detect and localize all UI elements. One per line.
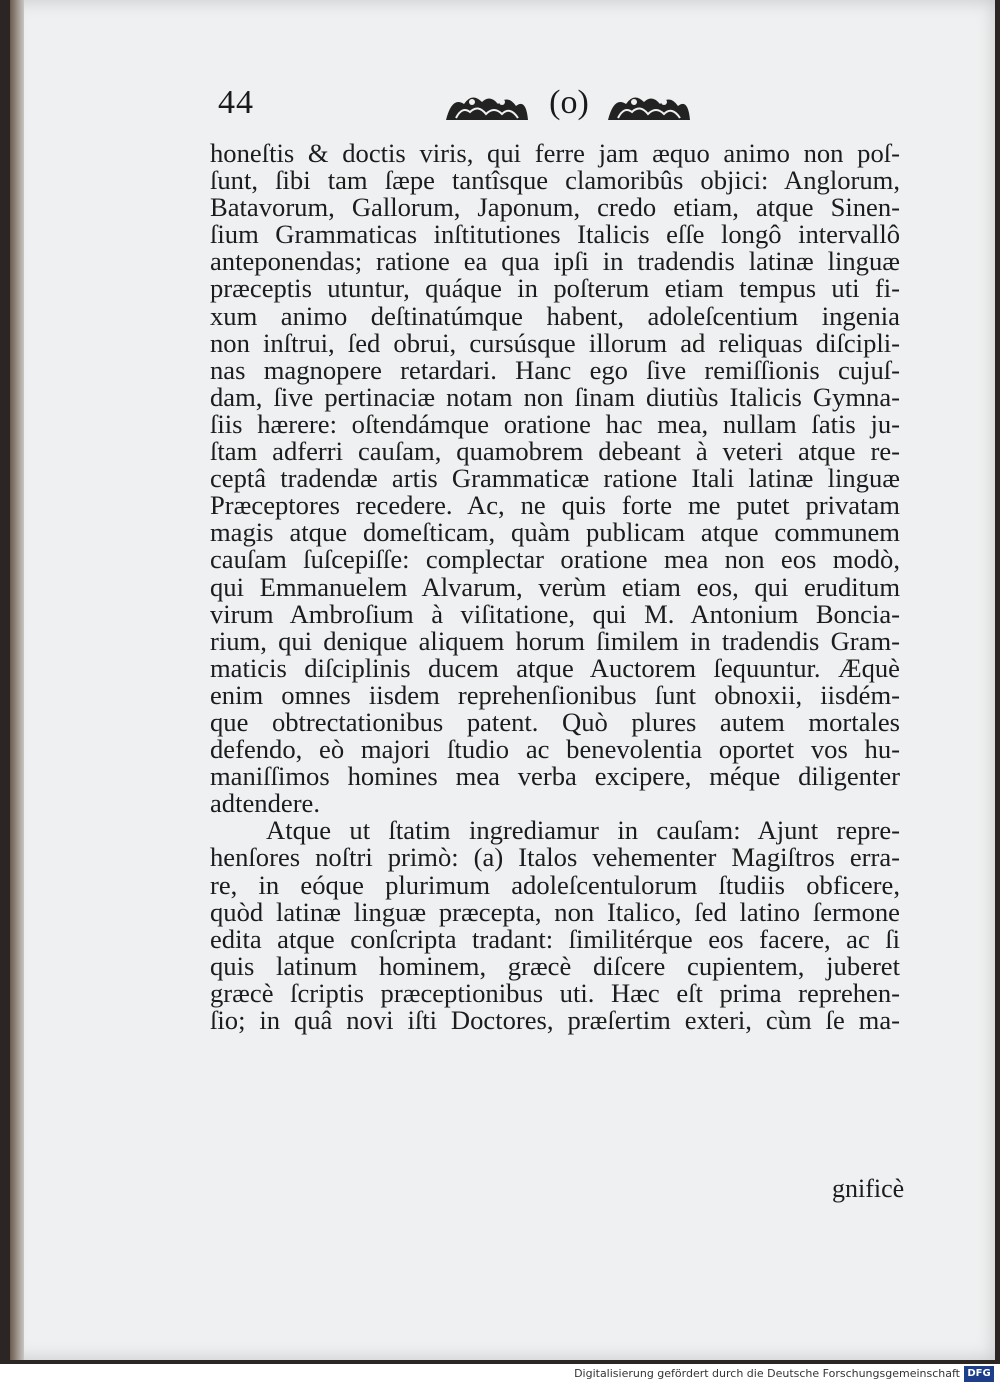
text-line: adtendere. — [210, 788, 320, 819]
text-line: quòd latinæ linguæ præcepta, non Italico, ſed latino ſermone — [210, 896, 900, 927]
text-line: xum animo deſtinatúmque habent, adoleſcentium ingenia — [210, 300, 900, 331]
text-line: græcè ſcriptis præceptionibus uti. Hæc eſt prima reprehen- — [210, 977, 900, 1008]
text-line: edita atque conſcripta tradant: ſimilitérque eos facere, ac ſi — [210, 923, 900, 954]
header-mark: (o) — [549, 84, 589, 121]
text-line: defendo, eò majori ſtudio ac benevolentia oportet vos hu- — [210, 734, 900, 765]
text-line: cauſam ſuſcepiſſe: complectar oratione mea non eos modò, — [210, 544, 900, 575]
text-line: præceptis utuntur, quáque in poſterum etiam tempus uti fi- — [210, 273, 900, 304]
text-line: enim omnes iisdem reprehenſionibus ſunt obnoxii, iisdém- — [210, 679, 900, 710]
right-ornament-icon — [604, 90, 694, 124]
text-line: que obtrectationibus patent. Quò plures autem mortales — [210, 706, 900, 737]
text-line: ſium Grammaticas inſtitutiones Italicis eſſe longô intervallô — [210, 219, 900, 250]
left-ornament-icon — [442, 90, 532, 124]
page-number: 44 — [218, 84, 254, 121]
text-line: Præceptores recedere. Ac, ne quis forte me putet privatam — [210, 490, 900, 521]
catchword: gnificè — [832, 1174, 905, 1203]
text-line: Atque ut ſtatim ingrediamur in cauſam: Ajunt repre- — [266, 815, 900, 846]
dfg-logo: DFG — [964, 1366, 994, 1382]
text-line: maniſſimos homines mea verba excipere, méque diligenter — [210, 761, 900, 792]
text-line: anteponendas; ratione ea qua ipſi in tradendis latinæ linguæ — [210, 246, 900, 277]
book-page — [10, 0, 995, 1360]
text-line: ſiis hærere: oſtendámque oratione hac mea, nullam ſatis ju- — [210, 408, 900, 439]
text-line: nas magnopere retardari. Hanc ego ſive remiſſionis cujuſ- — [210, 354, 900, 385]
text-line: ſunt, ſibi tam ſæpe tantîsque clamoribûs objici: Anglorum, — [210, 165, 900, 196]
text-line: honeſtis & doctis viris, qui ferre jam æquo animo non poſ- — [210, 138, 900, 168]
text-line: dam, ſive pertinaciæ notam non ſinam diutiùs Italicis Gymna- — [210, 381, 900, 412]
funding-credit: Digitalisierung gefördert durch die Deutsche Forschungsgemeinschaft — [574, 1367, 960, 1380]
text-line: quis latinum hominem, græcè diſcere cupientem, juberet — [210, 950, 900, 981]
text-line: ſtam adferri cauſam, quamobrem debeant à veteri atque re- — [210, 436, 900, 467]
text-line: rium, qui denique aliquem horum ſimilem in tradendis Gram- — [210, 625, 900, 656]
page-binding-edge — [10, 0, 24, 1360]
running-header — [210, 82, 910, 132]
text-line: ſio; in quâ novi iſti Doctores, præſertim exteri, cùm ſe ma- — [210, 1005, 900, 1035]
text-line: non inſtrui, ſed obrui, cursúsque illorum ad reliquas diſcipli- — [210, 327, 900, 358]
text-line: magis atque domeſticam, quàm publicam atque communem — [210, 517, 900, 548]
text-line: henſores noſtri primò: (a) Italos vehementer Magiſtros erra- — [210, 842, 900, 873]
text-line: maticis diſciplinis ducem atque Auctorem ſequuntur. Æquè — [210, 652, 900, 683]
text-line: virum Ambroſium à viſitatione, qui M. Antonium Boncia- — [210, 598, 900, 629]
text-line: qui Emmanuelem Alvarum, verùm etiam eos, qui eruditum — [210, 571, 900, 602]
text-line: re, in eóque plurimum adoleſcentulorum ſtudiis obficere, — [210, 869, 900, 900]
text-line: Batavorum, Gallorum, Japonum, credo etiam, atque Sinen- — [210, 192, 900, 223]
body-text — [210, 140, 900, 1034]
text-line: ceptâ tradendæ artis Grammaticæ ratione Itali latinæ linguæ — [210, 463, 900, 494]
footer-bar — [0, 1364, 1000, 1386]
